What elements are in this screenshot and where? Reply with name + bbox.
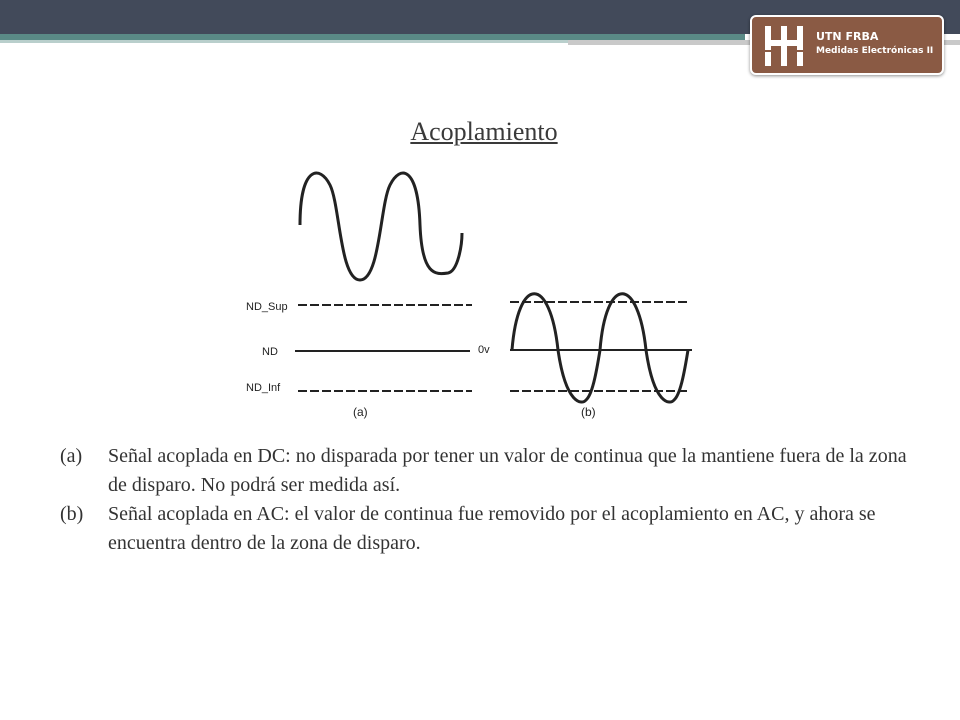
coupling-figure <box>240 165 700 425</box>
utn-emblem-icon <box>762 24 806 68</box>
nd-sup-label: ND_Sup <box>246 301 288 313</box>
zero-volt-label: 0v <box>478 344 490 356</box>
caption-marker: (a) <box>60 445 83 467</box>
caption-text: Señal acoplada en AC: el valor de continua fue removido por el acoplamiento en AC, y ahora se encuentra dentro de la zona de disparo. <box>108 503 876 554</box>
utn-logo-badge <box>750 15 944 75</box>
caption-marker: (b) <box>60 503 84 525</box>
panel-a-label: (a) <box>353 405 368 419</box>
panel-b-label: (b) <box>581 405 596 419</box>
logo-title: UTN FRBA <box>816 30 879 43</box>
caption-text: Señal acoplada en DC: no disparada por tener un valor de continua que la mantiene fuera de la zona de disparo. No podrá ser medida así. <box>108 445 907 496</box>
nd-inf-label: ND_Inf <box>246 382 281 394</box>
caption-item <box>60 500 920 558</box>
slide-title: Acoplamiento <box>410 117 558 146</box>
caption-list <box>60 442 920 558</box>
logo-subtitle: Medidas Electrónicas II <box>816 46 934 56</box>
dc-coupled-sine-wave <box>300 173 462 280</box>
caption-item <box>60 442 920 500</box>
ac-coupled-sine-wave <box>512 294 688 402</box>
nd-label: ND <box>262 346 278 358</box>
